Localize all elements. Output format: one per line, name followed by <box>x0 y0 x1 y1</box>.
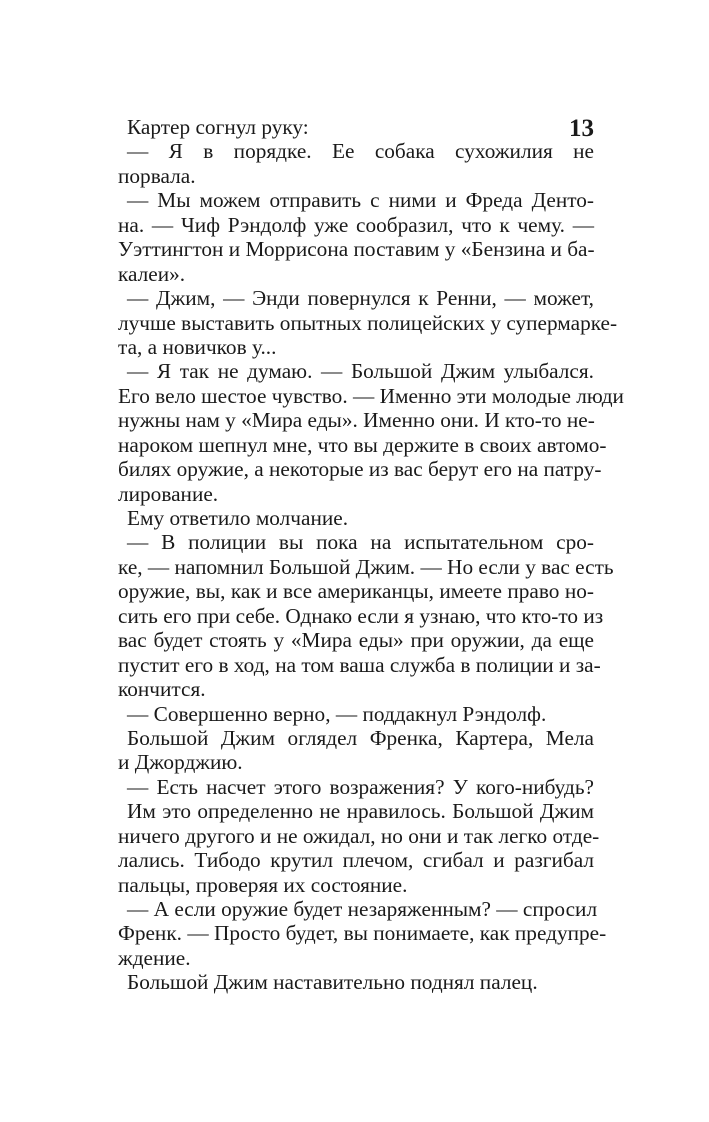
page-number: 13 <box>569 115 594 142</box>
text-line: — В полиции вы пока на испытательном сро- <box>127 530 594 555</box>
text-line: кончится. <box>118 677 206 702</box>
text-line: Ему ответило молчание. <box>127 506 349 530</box>
text-line: ке, — напомнил Большой Джим. — Но если у вас есть <box>118 554 614 579</box>
text-line: лирование. <box>118 481 219 506</box>
text-line: Большой Джим оглядел Френка, Картера, Мела <box>127 725 594 750</box>
text-line: билях оружие, а некоторые из вас берут его на патру- <box>118 457 602 482</box>
text-line: — Я в порядке. Ее собака сухожилия не <box>127 139 594 164</box>
text-line: лались. Тибодо крутил плечом, сгибал и разгибал <box>118 848 594 873</box>
text-line: калеи». <box>118 261 186 286</box>
text-line: лучше выставить опытных полицейских у супермарке- <box>118 310 618 335</box>
text-line: ничего другого и не ожидал, но они и так легко отде- <box>118 823 600 848</box>
text-line: — Джим, — Энди повернулся к Ренни, — может, <box>127 286 594 311</box>
text-line: — Я так не думаю. — Большой Джим улыбался. <box>127 359 594 384</box>
text-line: сить его при себе. Однако если я узнаю, что кто-то из <box>118 603 604 628</box>
text-line: — Мы можем отправить с ними и Фреда Денто- <box>127 188 594 213</box>
text-line: — Есть насчет этого возражения? У кого-нибудь? <box>127 774 594 799</box>
text-line: оружие, вы, как и все американцы, имеете право но- <box>118 579 594 604</box>
text-line: на. — Чиф Рэндолф уже сообразил, что к чему. — <box>118 212 594 237</box>
text-line: пустит его в ход, на том ваша служба в полиции и за- <box>118 652 601 677</box>
text-line: пальцы, проверяя их состояние. <box>118 872 408 897</box>
text-line: порвала. <box>118 163 196 188</box>
text-line: нароком шепнул мне, что вы держите в своих автомо- <box>118 432 607 457</box>
text-line: Большой Джим наставительно поднял палец. <box>127 970 538 995</box>
text-line: — Совершенно верно, — поддакнул Рэндолф. <box>127 701 547 726</box>
text-line: Уэттингтон и Моррисона поставим у «Бензина и ба- <box>118 237 595 262</box>
text-line: та, а новичков у... <box>118 334 277 359</box>
text-line: — А если оружие будет незаряженным? — спросил <box>127 897 598 921</box>
text-line: ждение. <box>118 945 191 970</box>
text-line: вас будет стоять у «Мира еды» при оружии, да еще <box>118 628 594 653</box>
text-line: Его вело шестое чувство. — Именно эти молодые люди <box>118 383 624 408</box>
text-line: нужны нам у «Мира еды». Именно они. И кто-то не- <box>118 408 595 433</box>
text-body <box>118 115 624 995</box>
text-line: Картер согнул руку: <box>127 115 309 139</box>
text-line: Френк. — Просто будет, вы понимаете, как предупре- <box>118 921 607 946</box>
text-line: и Джорджию. <box>118 750 243 775</box>
text-line: Им это определенно не нравилось. Большой Джим <box>127 799 594 824</box>
